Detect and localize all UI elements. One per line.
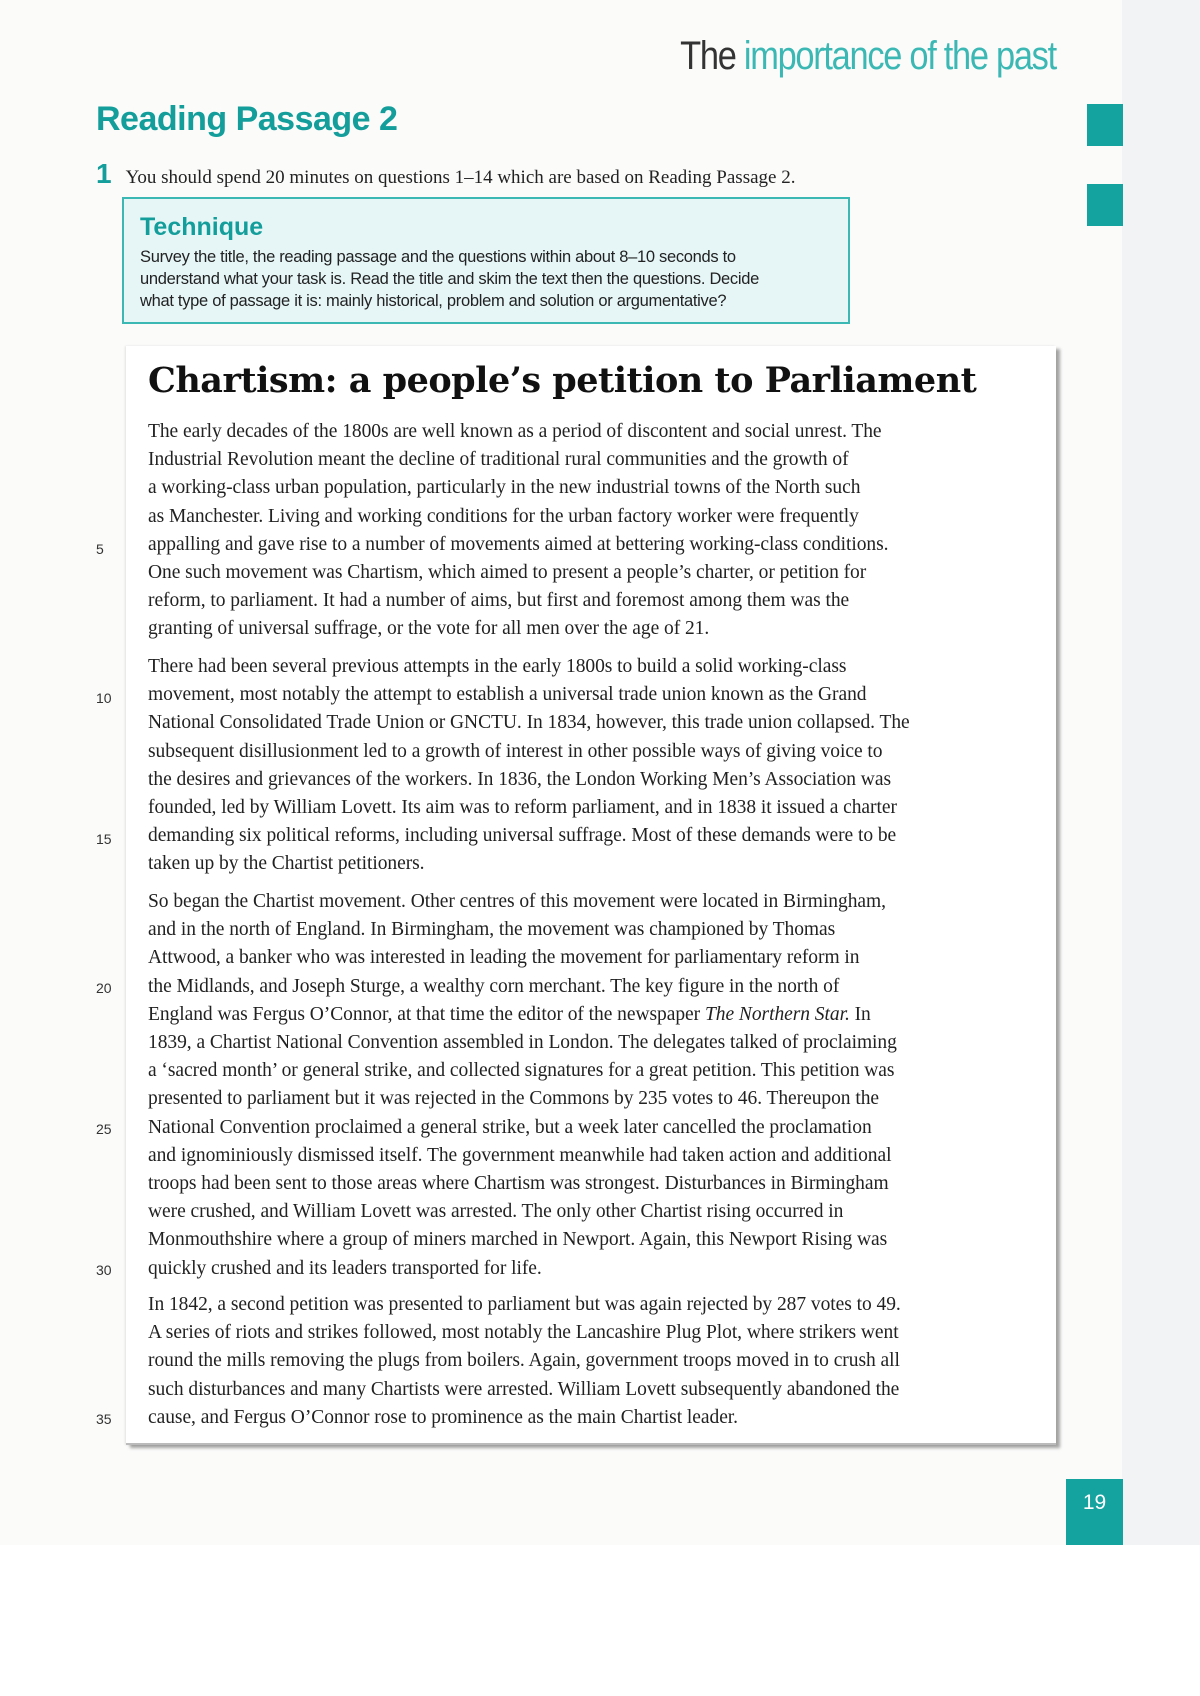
passage-line: One such movement was Chartism, which aimed to present a people’s charter, or petition for <box>148 562 867 584</box>
passage-line: and in the north of England. In Birmingham, the movement was championed by Thomas <box>148 919 836 941</box>
passage-line: the Midlands, and Joseph Sturge, a wealthy corn merchant. The key figure in the north of <box>148 975 840 997</box>
passage-line: the desires and grievances of the workers. In 1836, the London Working Men’s Association was <box>148 768 891 790</box>
passage-line: a working-class urban population, particularly in the new industrial towns of the North such <box>148 477 861 499</box>
line-number: 5 <box>96 541 104 557</box>
running-header-part2: importance of the past <box>744 34 1056 78</box>
passage-line: In 1842, a second petition was presented to parliament but was again rejected by 287 votes to 49. <box>148 1294 901 1315</box>
passage-line: Attwood, a banker who was interested in leading the movement for parliamentary reform in <box>148 947 860 969</box>
passage-line: cause, and Fergus O’Connor rose to prominence as the main Chartist leader. <box>148 1406 738 1428</box>
section-title: Reading Passage 2 <box>96 100 398 138</box>
passage-line: were crushed, and William Lovett was arrested. The only other Chartist rising occurred in <box>148 1201 844 1223</box>
passage-title: Chartism: a people’s petition to Parliament <box>148 360 977 401</box>
paragraph-4 <box>148 1291 1046 1432</box>
passage-line: quickly crushed and its leaders transported for life. <box>148 1257 542 1279</box>
technique-line: understand what your task is. Read the title and skim the text then the questions. Decide <box>140 270 760 288</box>
chapter-tab-marker <box>1087 104 1123 146</box>
technique-line: what type of passage it is: mainly historical, problem and solution or argumentative? <box>140 292 727 310</box>
running-header <box>680 34 1056 79</box>
passage-line: and ignominiously dismissed itself. The government meanwhile had taken action and additional <box>148 1144 892 1166</box>
question-instruction <box>96 158 795 190</box>
line-number: 25 <box>96 1121 112 1137</box>
paragraph-1 <box>148 418 1046 644</box>
line-number: 35 <box>96 1411 112 1427</box>
passage-line: Monmouthshire where a group of miners marched in Newport. Again, this Newport Rising was <box>148 1229 888 1251</box>
passage-line: demanding six political reforms, including universal suffrage. Most of these demands were to be <box>148 825 897 847</box>
technique-line: Survey the title, the reading passage and the questions within about 8–10 seconds to <box>140 248 736 266</box>
passage-line: A series of riots and strikes followed, most notably the Lancashire Plug Plot, where strikers went <box>148 1322 899 1344</box>
page-number: 19 <box>1066 1479 1123 1545</box>
paragraph-2 <box>148 653 1046 879</box>
passage-line: taken up by the Chartist petitioners. <box>148 853 425 875</box>
running-header-part1: The <box>680 34 736 78</box>
page-edge <box>1122 0 1200 1545</box>
passage-line: subsequent disillusionment led to a growth of interest in other possible ways of giving voice to <box>148 740 883 762</box>
question-number: 1 <box>96 158 112 189</box>
technique-box <box>122 197 850 324</box>
paragraph-3 <box>148 888 1046 1283</box>
passage-line: 1839, a Chartist National Convention assembled in London. The delegates talked of proclaiming <box>148 1032 897 1054</box>
line-number: 20 <box>96 980 112 996</box>
passage-line: round the mills removing the plugs from boilers. Again, government troops moved in to crush all <box>148 1350 900 1372</box>
passage-line: movement, most notably the attempt to establish a universal trade union known as the Grand <box>148 684 867 706</box>
newspaper-name: The Northern Star. <box>704 1003 850 1025</box>
question-text: You should spend 20 minutes on questions 1–14 which are based on Reading Passage 2. <box>125 167 796 188</box>
passage-line: There had been several previous attempts in the early 1800s to build a solid working-class <box>148 656 847 677</box>
passage-line <box>148 1001 1046 1029</box>
passage-line-text: England was Fergus O’Connor, at that time the editor of the newspaper <box>148 1003 701 1025</box>
passage-line: National Convention proclaimed a general strike, but a week later cancelled the proclamation <box>148 1116 872 1138</box>
line-number: 15 <box>96 831 112 847</box>
passage-line-tail: In <box>854 1003 871 1025</box>
line-number: 30 <box>96 1262 112 1278</box>
passage-line: founded, led by William Lovett. Its aim was to reform parliament, and in 1838 it issued a charter <box>148 797 897 819</box>
technique-title: Technique <box>140 213 264 241</box>
technique-body <box>140 246 832 312</box>
chapter-tab-marker <box>1087 184 1123 226</box>
passage-line: National Consolidated Trade Union or GNCTU. In 1834, however, this trade union collapsed. The <box>148 712 910 734</box>
passage-line: The early decades of the 1800s are well known as a period of discontent and social unrest. The <box>148 421 882 442</box>
passage-line: troops had been sent to those areas where Chartism was strongest. Disturbances in Birmingham <box>148 1173 889 1195</box>
passage-line: granting of universal suffrage, or the vote for all men over the age of 21. <box>148 618 710 640</box>
passage-line: such disturbances and many Chartists were arrested. William Lovett subsequently abandoned the <box>148 1378 900 1400</box>
passage-line: reform, to parliament. It had a number of aims, but first and foremost among them was the <box>148 590 850 612</box>
reading-passage <box>126 346 1056 1445</box>
passage-line: Industrial Revolution meant the decline of traditional rural communities and the growth of <box>148 449 849 471</box>
line-number: 10 <box>96 690 112 706</box>
passage-line: a ‘sacred month’ or general strike, and collected signatures for a great petition. This petition was <box>148 1060 895 1082</box>
passage-line: presented to parliament but it was rejected in the Commons by 235 votes to 46. Thereupon the <box>148 1088 880 1110</box>
passage-line: appalling and gave rise to a number of movements aimed at bettering working-class conditions. <box>148 533 889 555</box>
passage-line: as Manchester. Living and working conditions for the urban factory worker were frequently <box>148 505 859 527</box>
passage-line: So began the Chartist movement. Other centres of this movement were located in Birmingham, <box>148 891 886 912</box>
